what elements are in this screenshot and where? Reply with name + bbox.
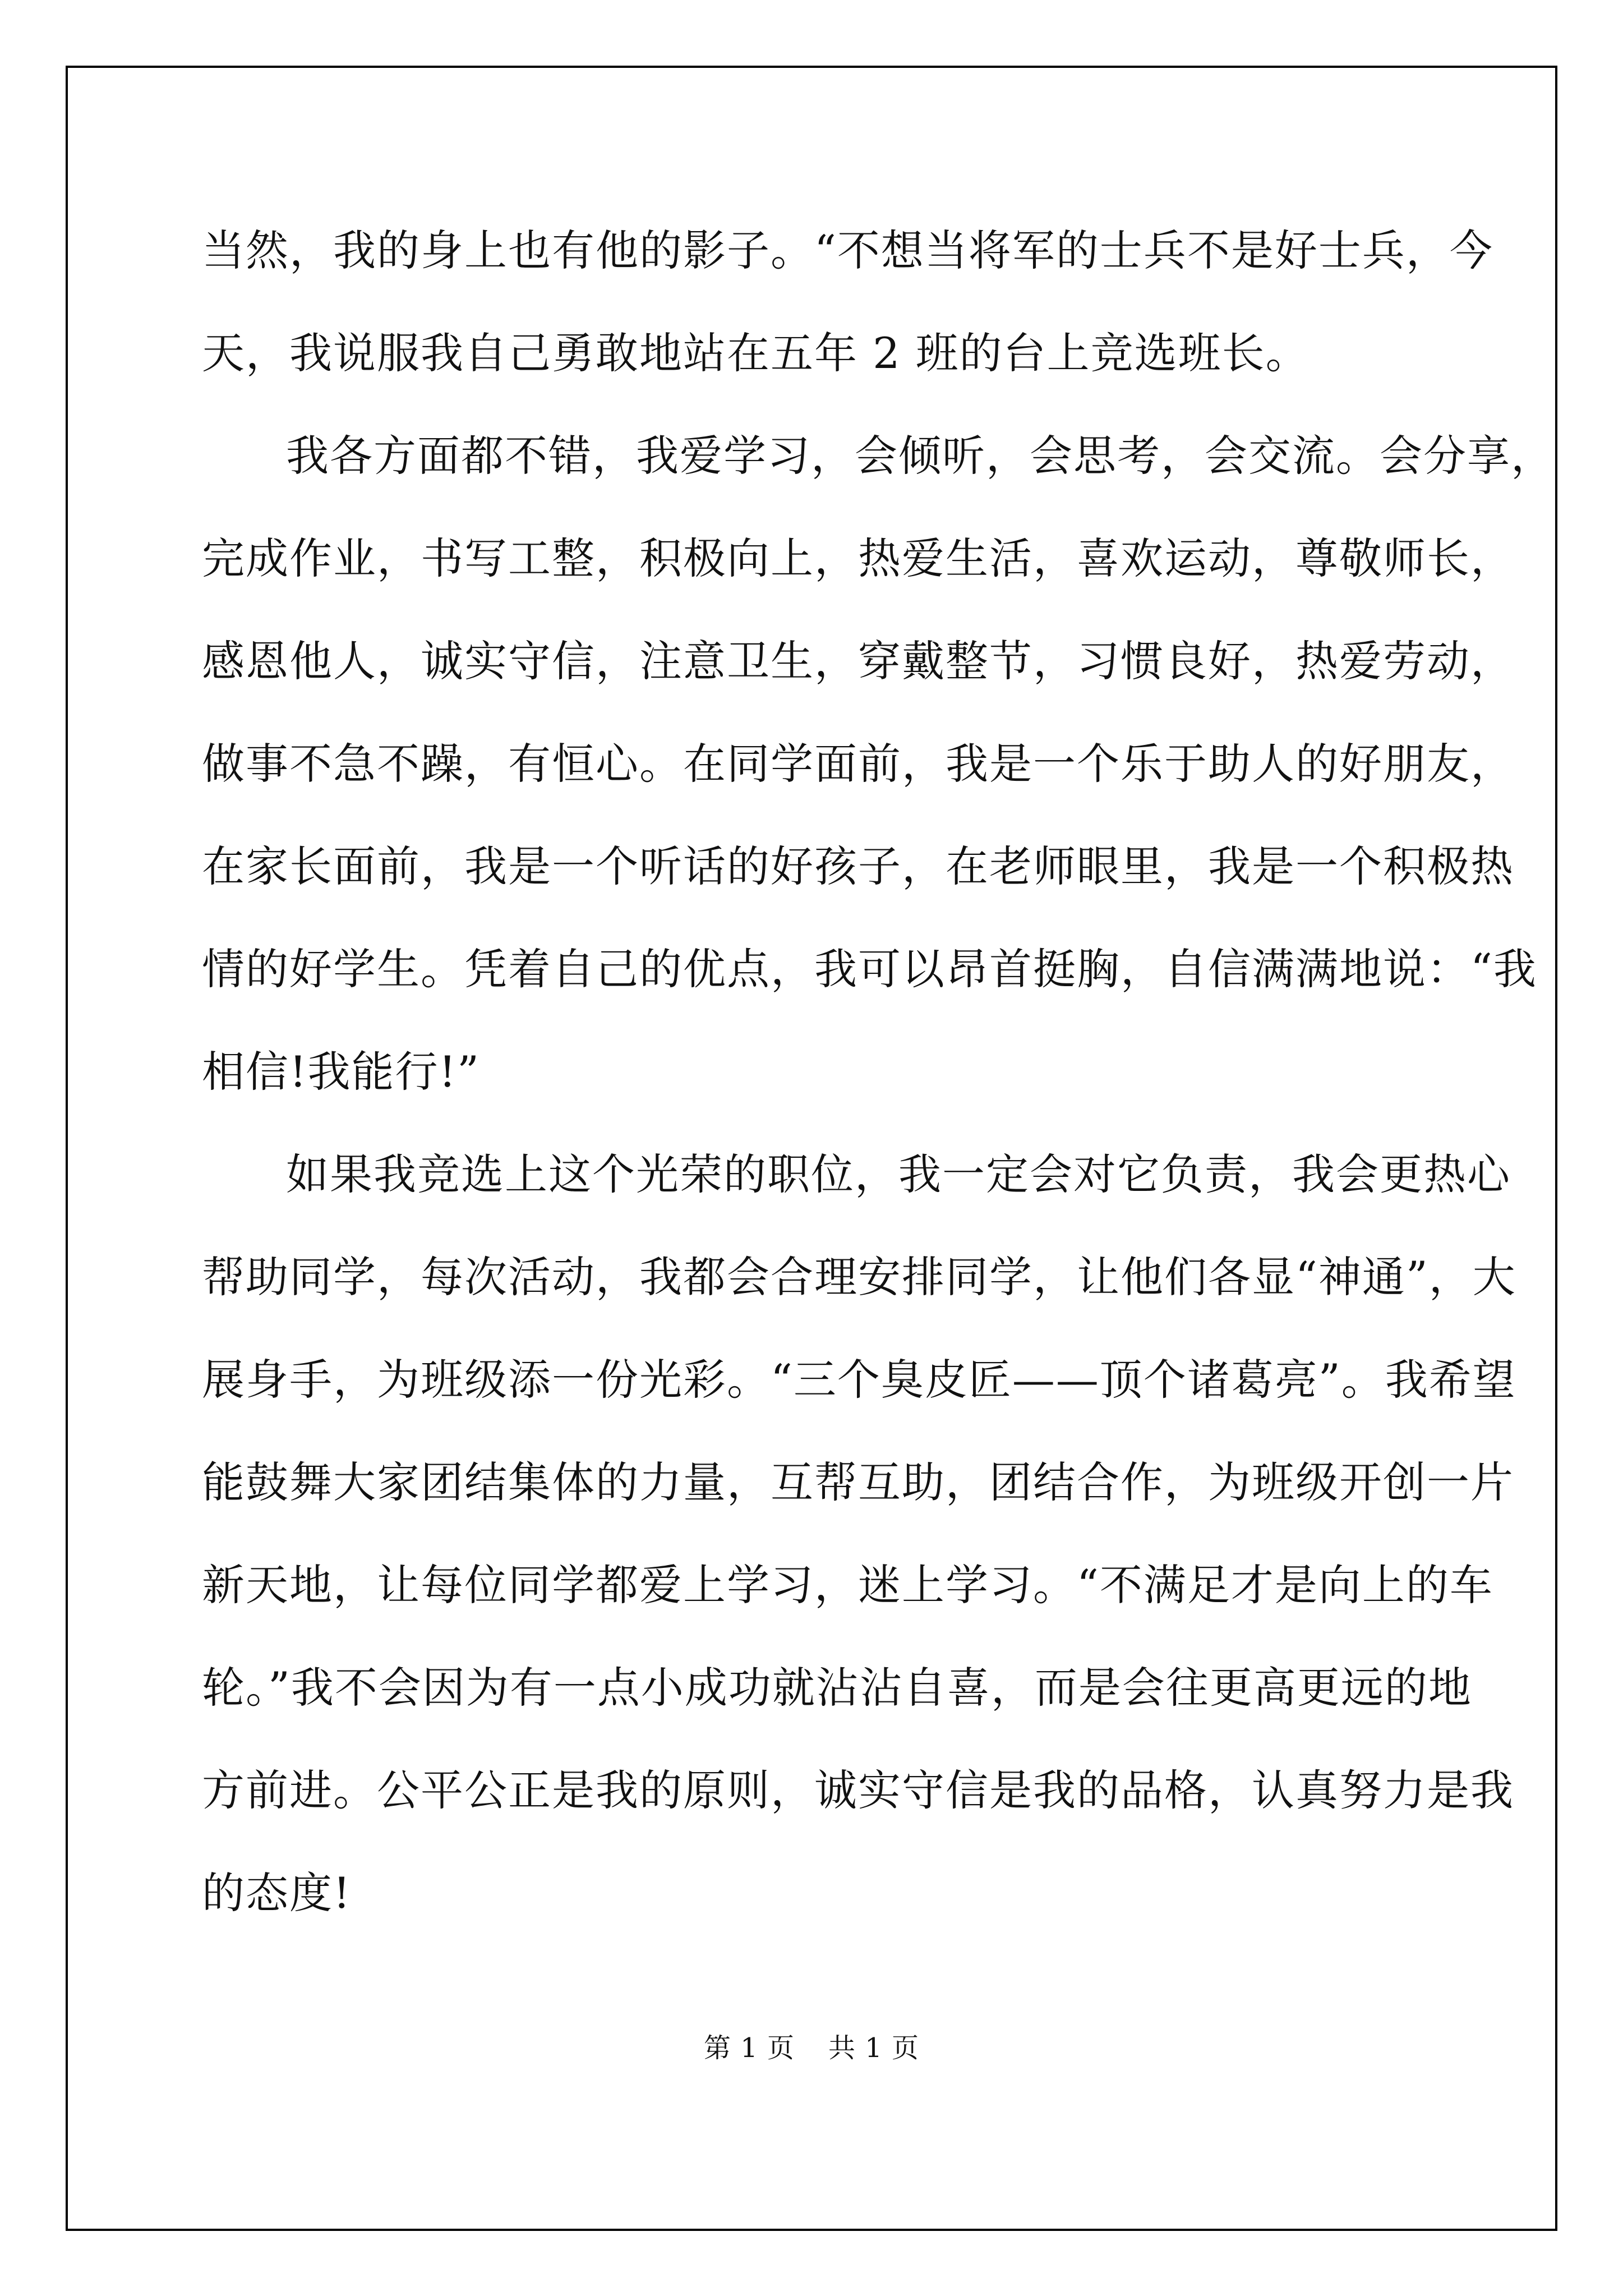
text-line: 展身手，为班级添一份光彩。“三个臭皮匠——顶个诸葛亮”。我希望 <box>202 1355 1516 1405</box>
text-line: 天，我说服我自己勇敢地站在五年 2 班的台上竞选班长。 <box>202 328 1310 378</box>
text-line: 的态度! <box>202 1868 352 1918</box>
text-line: 做事不急不躁，有恒心。在同学面前，我是一个乐于助人的好朋友， <box>202 739 1514 789</box>
text-line: 轮。”我不会因为有一点小成功就沾沾自喜，而是会往更高更远的地 <box>202 1663 1472 1713</box>
text-line: 能鼓舞大家团结集体的力量，互帮互助，团结合作，为班级开创一片 <box>202 1457 1514 1507</box>
page-total: 共 1 页 <box>828 2032 920 2064</box>
text-line: 相信!我能行!” <box>202 1047 480 1097</box>
page-number: 第 1 页 <box>703 2032 795 2064</box>
paragraph-1 <box>202 199 1493 404</box>
text-line: 新天地，让每位同学都爱上学习，迷上学习。“不满足才是向上的车 <box>202 1560 1493 1610</box>
text-line: 我各方面都不错，我爱学习，会倾听，会思考，会交流。会分享， <box>286 431 1555 481</box>
text-line: 完成作业，书写工整，积极向上，热爱生活，喜欢运动，尊敬师长， <box>202 533 1514 583</box>
text-line: 感恩他人，诚实守信，注意卫生，穿戴整节，习惯良好，热爱劳动， <box>202 636 1514 686</box>
text-line: 如果我竞选上这个光荣的职位，我一定会对它负责，我会更热心 <box>286 1149 1511 1199</box>
text-line: 帮助同学，每次活动，我都会合理安排同学，让他们各显“神通”，大 <box>202 1252 1516 1302</box>
text-line: 方前进。公平公正是我的原则，诚实守信是我的品格，认真努力是我 <box>202 1765 1514 1815</box>
text-line: 当然，我的身上也有他的影子。“不想当将军的士兵不是好士兵，今 <box>202 226 1493 275</box>
text-line: 在家长面前，我是一个听话的好孩子，在老师眼里，我是一个积极热 <box>202 841 1514 891</box>
text-line: 情的好学生。凭着自己的优点，我可以昂首挺胸，自信满满地说：“我 <box>202 944 1537 994</box>
document-body <box>202 199 1555 1944</box>
paragraph-2 <box>202 404 1555 1123</box>
paragraph-3 <box>202 1123 1516 1944</box>
page-footer <box>0 2026 1623 2065</box>
